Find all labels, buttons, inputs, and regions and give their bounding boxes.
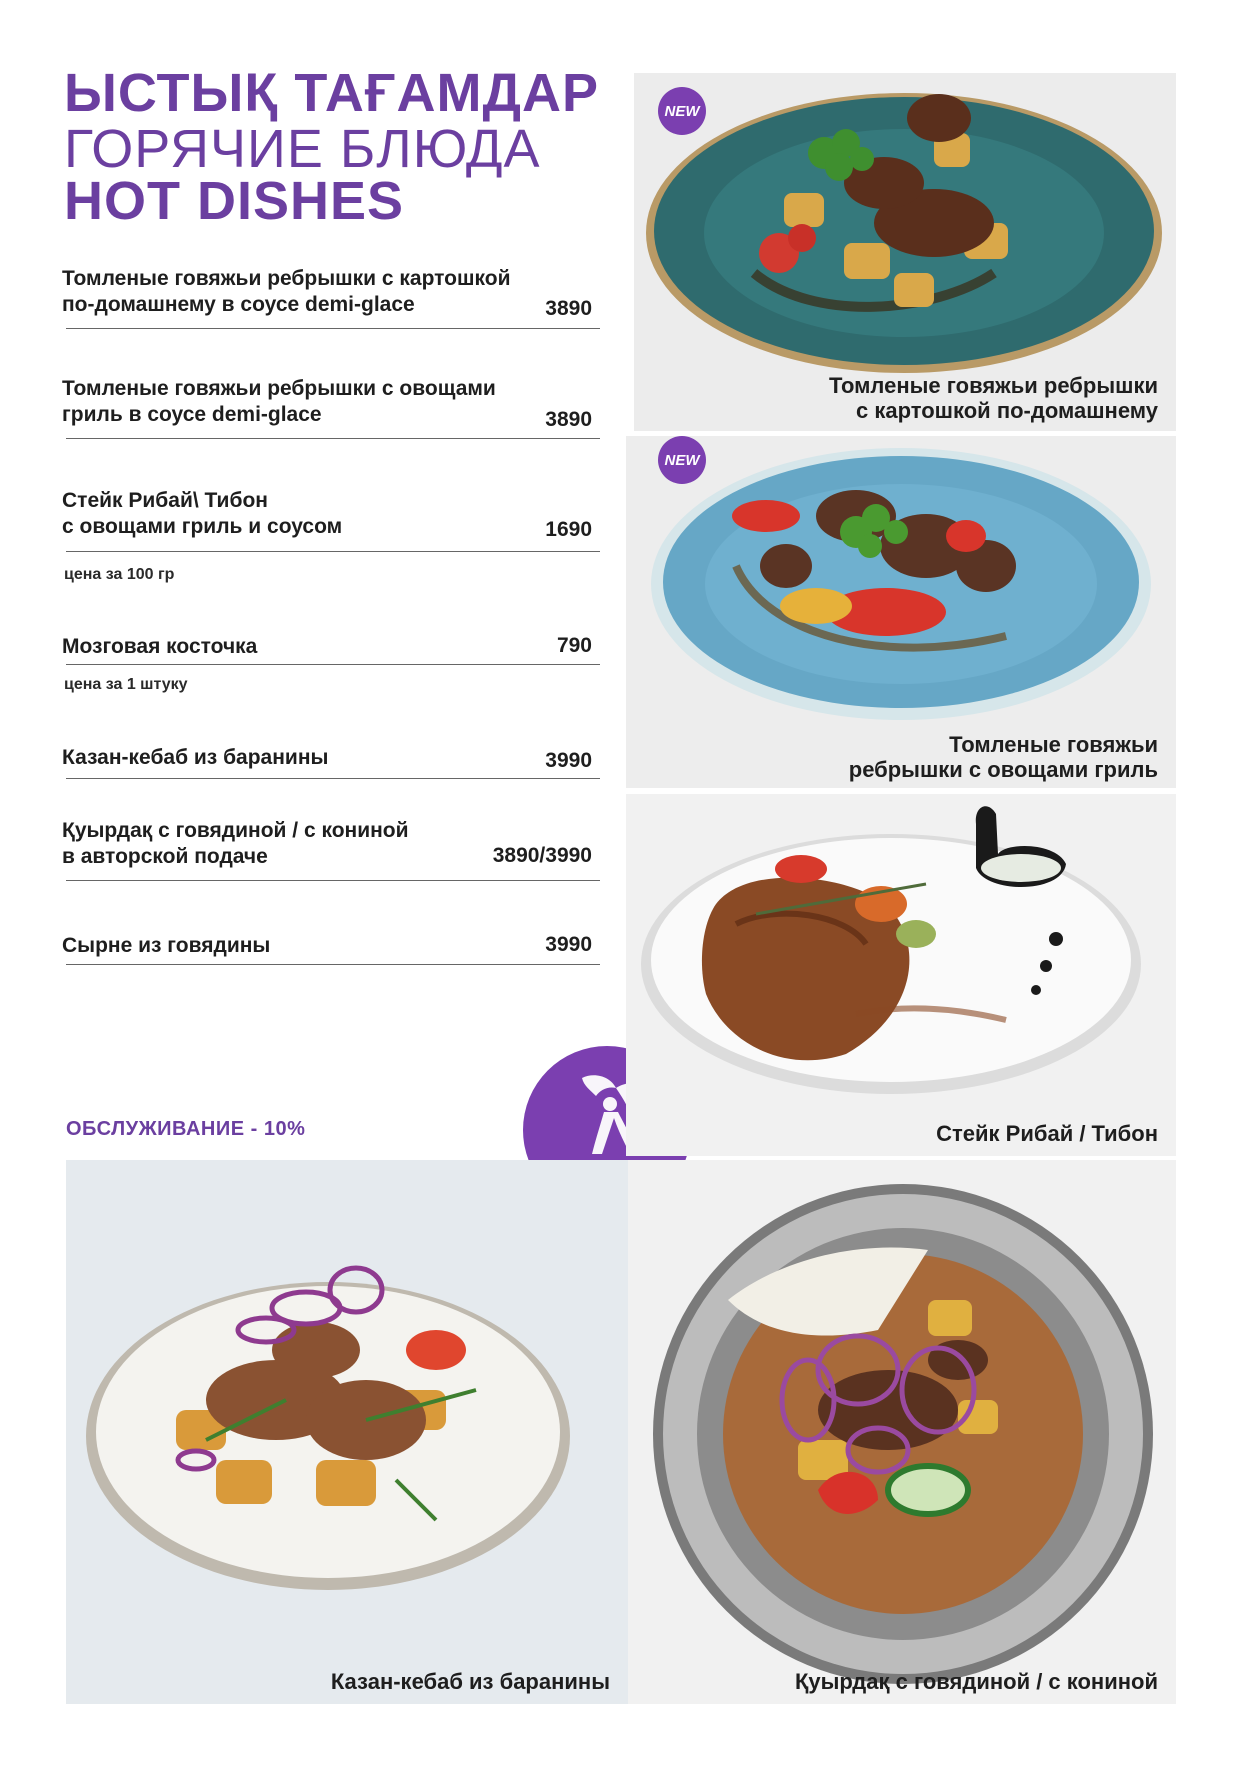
photo-caption [849,732,1158,782]
photo-ribs-potatoes [634,73,1176,431]
photo-caption [936,1121,1158,1146]
photo-kazan-kebab [66,1160,628,1704]
menu-item-name: Мозговая косточка [62,635,258,658]
price-note: цена за 1 штуку [64,676,188,693]
caption-line: ребрышки с овощами гриль [848,757,1158,782]
menu-item-name: Қуырдақ с говядиной / с кониной [62,819,409,842]
menu-item-price: 3990 [545,933,592,956]
photo-steak [626,794,1176,1156]
divider [66,880,600,881]
caption-line: Томленые говяжьи ребрышки [828,373,1158,398]
menu-item-name: Сырне из говядины [62,934,271,957]
photo-caption [829,373,1158,423]
menu-item-name-cont: по-домашнему в соусе demi-glace [62,293,415,316]
menu-item-name: Томленые говяжьи ребрышки с овощами [62,377,496,400]
divider [66,778,600,779]
menu-item-name: Казан-кебаб из баранины [62,746,329,769]
divider [66,328,600,329]
menu-item [62,933,600,963]
menu-item-name: Стейк Рибай\ Тибон [62,489,268,512]
menu-item [62,634,600,664]
menu-item-price: 3890 [545,297,592,320]
menu-item [62,818,600,884]
new-badge: NEW [658,87,706,135]
divider [66,551,600,552]
menu-item-name-cont: гриль в соусе demi-glace [62,403,322,426]
title-russian: ГОРЯЧИЕ БЛЮДА [64,119,541,179]
menu-item-price: 1690 [545,518,592,541]
new-badge: NEW [658,436,706,484]
menu-item-name-cont: в авторской подаче [62,845,268,868]
caption-line: Томленые говяжьи [949,732,1158,757]
menu-item-price: 3890/3990 [492,844,592,867]
menu-item [62,488,600,554]
menu-item-price: 3990 [545,749,592,772]
photo-kuyrdak [628,1160,1176,1704]
menu-item-name-cont: с овощами гриль и соусом [62,515,343,538]
photo-caption [331,1669,610,1694]
caption-line: с картошкой по-домашнему [856,398,1158,423]
caption-line: Қуырдақ с говядиной / с кониной [794,1669,1158,1694]
service-charge: ОБСЛУЖИВАНИЕ - 10% [66,1118,306,1140]
divider [66,964,600,965]
menu-item-price: 3890 [545,408,592,431]
caption-line: Стейк Рибай / Тибон [936,1121,1158,1146]
price-note: цена за 100 гр [64,566,175,583]
divider [66,664,600,665]
menu-item [62,745,600,775]
photo-ribs-vegetables [626,436,1176,788]
menu-item [62,266,600,332]
menu-item [62,376,600,442]
menu-item-price: 790 [556,634,592,657]
divider [66,438,600,439]
caption-line: Казан-кебаб из баранины [330,1669,610,1694]
photo-caption [795,1669,1158,1694]
title-english: HOT DISHES [64,171,405,231]
title-kazakh: ЫСТЫҚ ТАҒАМДАР [64,63,599,123]
menu-item-name: Томленые говяжьи ребрышки с картошкой [62,267,511,290]
